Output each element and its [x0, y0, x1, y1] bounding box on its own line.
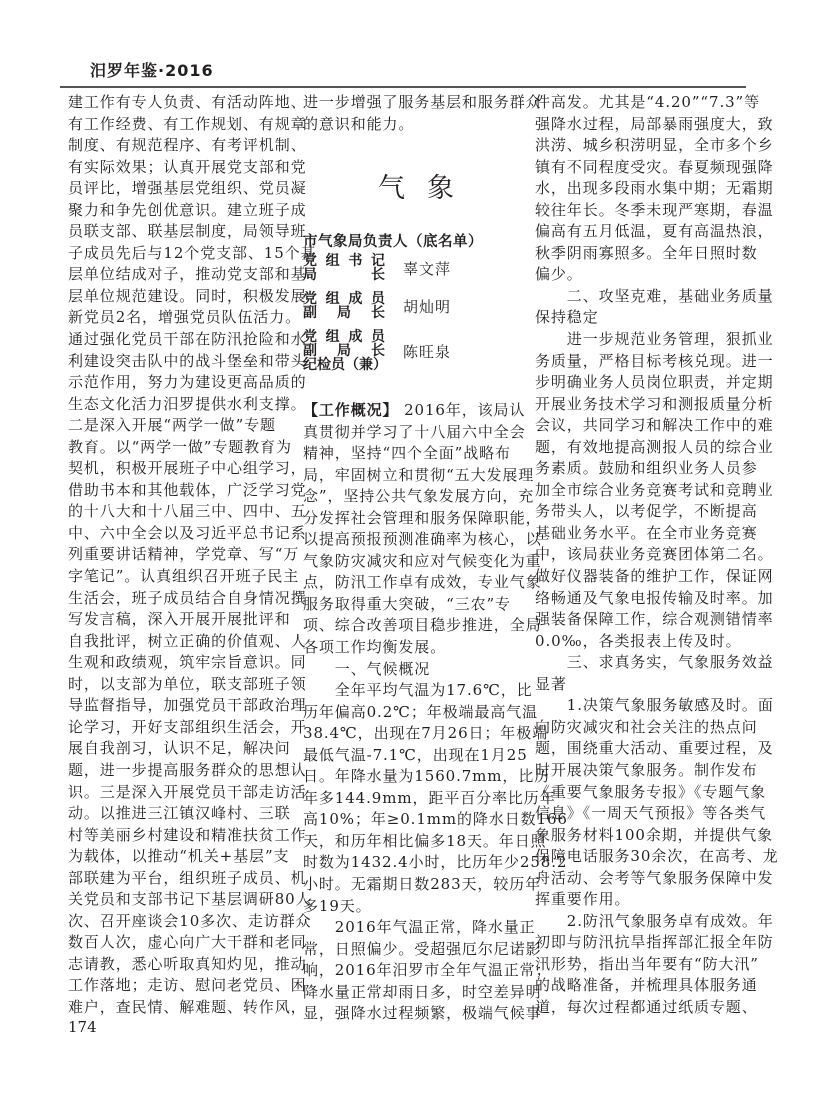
text-line: 做好仪器装备的维护工作，保证网: [535, 567, 774, 586]
text-line: 全年平均气温为17.6℃，比: [303, 681, 533, 700]
text-line: 自我批评，树立正确的价值观、人: [68, 631, 307, 650]
text-line: 服务取得重大突破，“三农”专: [303, 594, 511, 613]
text-line: 示范作用，努力为建设更高品质的: [68, 373, 307, 392]
text-line: 加全市综合业务竞赛考试和竞聘业: [535, 480, 774, 499]
text-line: [303, 400, 529, 422]
text-line: 为载体，以推动“机关+基层”支: [68, 847, 290, 866]
text-line: 务素质。鼓励和组织业务人员参: [535, 459, 758, 478]
text-line: 道，每次过程都通过纸质专题、: [535, 997, 758, 1016]
text-line: 有实际效果；认真开展党支部和党: [68, 157, 307, 176]
text-line: 一、气候概况: [303, 659, 431, 678]
text-line: 有工作经费、有工作规划、有规章: [68, 114, 307, 133]
roster-role: 局长: [303, 267, 385, 283]
text-line: 象服务材料100余期，并提供气象: [535, 825, 774, 844]
text-line: 层单位规范建设。同时，积极发展: [68, 286, 307, 305]
text-line: 生观和政绩观，筑牢宗旨意识。同: [68, 653, 307, 672]
text-line: 列重要讲话精神，学党章、写“万: [68, 545, 300, 564]
text-line: 基础业务水平。在全市业务竞赛: [535, 523, 758, 542]
text-line: 建工作有专人负责、有活动阵地、: [68, 93, 307, 111]
text-line: 借助书本和其他载体，广泛学习党: [68, 480, 307, 499]
roster-name: 胡灿明: [403, 297, 452, 316]
roster-role: 党组成员: [303, 291, 385, 307]
text-line: 显著: [535, 674, 567, 693]
text-line: 的战略准备，并梳理具体服务通: [535, 976, 758, 995]
text-line: 的意识和能力。: [303, 114, 415, 133]
text-line: 常，日照偏少。受超强厄尔尼诺影: [303, 939, 542, 958]
section-title: 气象: [378, 173, 476, 204]
text-line: 关党员和支部书记下基层调研80人: [68, 890, 312, 909]
roster-name: 辜文萍: [403, 259, 452, 278]
text-line: 务质量，严格目标考核兑现。进一: [535, 351, 774, 370]
text-line: 动。以推进三江镇汉峰村、三联: [68, 804, 291, 823]
text-line: 络畅通及气象电报传输及时率。加: [535, 588, 774, 607]
text-line: 响，2016年汨罗市全年气温正常；: [303, 961, 552, 980]
text-line: 员评比，增强基层党组织、党员凝: [68, 179, 307, 198]
text-line: 生活会，班子成员结合自身情况撰: [68, 588, 307, 607]
roster-entry: [303, 330, 451, 372]
text-line: 秋季阴雨寡照多。全年日照时数: [535, 243, 758, 262]
text-line: 务带头人，以考促学，不断提高: [535, 502, 758, 521]
text-line: 利建设突击队中的战斗堡垒和带头: [68, 351, 307, 370]
text-line: 件高发。尤其是“4.20”“7.3”等: [535, 93, 761, 111]
roster-name: 陈旺泉: [403, 342, 452, 361]
text-line: 开展业务技术学习和测报质量分析: [535, 394, 774, 413]
text-line: 精神，坚持“四个全面”战略布: [303, 444, 511, 463]
text-line: 子成员先后与12个党支部、15个基: [68, 243, 317, 262]
text-line: 制度、有规范程序、有考评机制、: [68, 136, 307, 155]
text-line: 高10%；年≥0.1mm的降水日数166: [303, 810, 568, 829]
text-line: 层单位结成对子，推动党支部和基: [68, 265, 307, 284]
text-line: 会议，共同学习和解决工作中的难: [535, 416, 774, 435]
text-line: 二、攻坚克难，基础业务质量: [535, 286, 774, 305]
text-line: 水，出现多段雨水集中期；无霜期: [535, 179, 774, 198]
text-line: 小时。无霜期日数283天，较历年: [303, 875, 542, 894]
text-line: 字笔记”。认真组织召开班子民主: [68, 567, 300, 586]
text-line: 进一步增强了服务基层和服务群众: [303, 93, 542, 111]
text-line: 写发言稿，深入开展开展批评和: [68, 610, 291, 629]
text-line: 题，有效地提高测报人员的综合业: [535, 437, 774, 456]
text-line: 难户，查民情、解难题、转作风，: [68, 997, 307, 1016]
page-number: 174: [68, 1018, 97, 1036]
overview-text: 2016年，该局认: [398, 401, 526, 419]
text-line: 最低气温-7.1℃，出现在1月25: [303, 745, 528, 764]
text-line: 村等美丽乡村建设和精准扶贫工作: [68, 825, 307, 844]
text-line: 题，围绕重大活动、重要过程，及: [535, 739, 774, 758]
text-line: 2.防汛气象服务卓有成效。年: [535, 911, 774, 930]
text-line: 点，防汛工作卓有成效，专业气象: [303, 573, 542, 592]
text-line: 偏高有五月低温，夏有高温热浪，: [535, 222, 774, 241]
roster-roles: [303, 330, 385, 372]
text-line: 识。三是深入开展党员干部走访活: [68, 782, 307, 801]
text-line: 挥重要作用。: [535, 890, 631, 909]
text-line: 部联建为平台，组织班子成员、机: [68, 868, 307, 887]
text-line: 多19天。: [303, 896, 372, 915]
text-line: 进一步规范业务管理，狠抓业: [535, 330, 774, 349]
text-line: 时数为1432.4小时，比历年少258.2: [303, 853, 568, 872]
text-line: 初即与防汛抗旱指挥部汇报全年防: [535, 933, 774, 952]
text-line: 二是深入开展“两学一做”专题: [68, 416, 276, 435]
text-line: 教育。以“两学一做”专题教育为: [68, 437, 292, 456]
text-line: 员联支部、联基层制度，局领导班: [68, 222, 307, 241]
text-line: 通过强化党员干部在防汛抢险和水: [68, 330, 307, 349]
text-line: 强降水过程，局部暴雨强度大，致: [535, 114, 774, 133]
text-line: 信息》《一周天气预报》等各类气: [535, 804, 767, 823]
text-line: 2016年气温正常，降水量正: [303, 918, 536, 937]
text-line: 1.决策气象服务敏感及时。面: [535, 696, 774, 715]
text-line: 真贯彻并学习了十八届六中全会: [303, 422, 526, 441]
text-line: 天，和历年相比偏多18天。年日照: [303, 831, 547, 850]
text-line: 向防灾减灾和社会关注的热点问: [535, 717, 758, 736]
text-line: 较往年长。冬季未现严寒期，春温: [535, 200, 774, 219]
roster-role: 纪检员（兼）: [303, 357, 387, 373]
roster-roles: [303, 254, 385, 282]
text-line: 显，强降水过程频繁，极端气候事: [303, 1004, 542, 1023]
text-line: 论学习，开好支部组织生活会，开: [68, 717, 307, 736]
text-line: 展自我剖习，认识不足，解决问: [68, 739, 291, 758]
text-line: 时，以支部为单位，联支部班子领: [68, 674, 307, 693]
text-line: 汛形势，指出当年要有“防大汛”: [535, 954, 759, 973]
text-line: 以提高预报预测准确率为核心，以: [303, 530, 542, 549]
roster-entry: [303, 254, 451, 282]
text-line: 38.4℃，出现在7月26日；年极端: [303, 724, 549, 743]
roster-heading: 市气象局负责人（底名单）: [303, 234, 483, 250]
roster-list: [303, 254, 451, 382]
roster-role: 副局长: [303, 343, 385, 359]
text-line: 中、六中全会以及习近平总书记系: [68, 523, 307, 542]
text-line: 三、求真务实，气象服务效益: [535, 653, 774, 672]
text-line: 《重要气象服务专报》《专题气象: [535, 782, 767, 801]
header-rule: [60, 86, 746, 88]
text-line: 次、召开座谈会10多次、走访群众: [68, 911, 312, 930]
text-line: 导监督指导，加强党员干部政治理: [68, 696, 307, 715]
text-line: 降水量正常却雨日多，时空差异明: [303, 982, 542, 1001]
text-line: 时开展决策气象服务。制作发布: [535, 760, 758, 779]
column-2-intro: [303, 92, 542, 135]
text-line: 步明确业务人员岗位职责，并定期: [535, 373, 774, 392]
roster-role: 党组成员: [303, 329, 385, 345]
text-line: 洪涝、城乡积涝明显，全市多个乡: [535, 136, 774, 155]
text-line: 工作落地；走访、慰问老党员、困: [68, 976, 307, 995]
text-line: 舟活动、会考等气象服务保障中发: [535, 868, 774, 887]
roster-role: 党组书记: [303, 253, 385, 269]
overview-label: 【工作概况】: [303, 401, 399, 419]
text-line: 年多144.9mm，距平百分率比历年: [303, 788, 556, 807]
running-header: 汨罗年鉴·2016: [90, 61, 214, 80]
text-line: 生态文化活力汨罗提供水利支撑。: [68, 394, 307, 413]
text-line: 保持稳定: [535, 308, 599, 327]
text-line: 契机，积极开展班子中心组学习，: [68, 459, 307, 478]
text-line: 念”，坚持公共气象发展方向，充: [303, 487, 535, 506]
text-line: 局，牢固树立和贯彻“五大发展理: [303, 465, 535, 484]
text-line: 强装备保障工作，综合观测错情率: [535, 610, 774, 629]
text-line: 新党员2名，增强党员队伍活力。: [68, 308, 302, 327]
text-line: 历年偏高0.2℃；年极端最高气温: [303, 702, 539, 721]
text-line: 中，该局获业务竞赛团体第二名。: [535, 545, 774, 564]
text-line: 日。年降水量为1560.7mm，比历: [303, 767, 551, 786]
roster-roles: [303, 292, 385, 320]
text-line: 偏少。: [535, 265, 583, 284]
column-1: [68, 92, 317, 1019]
text-line: 项、综合改善项目稳步推进，全局: [303, 616, 542, 635]
column-3: [535, 92, 779, 1019]
text-line: 0.0‰，各类报表上传及时。: [535, 631, 742, 650]
text-line: 分发挥社会管理和服务保障职能，: [303, 508, 542, 527]
text-line: 的十八大和十八届三中、四中、五: [68, 502, 307, 521]
text-line: 气象防灾减灾和应对气候变化为重: [303, 551, 542, 570]
text-line: 数百人次，虚心向广大干群和老同: [68, 933, 307, 952]
text-line: 聚力和争先创优意识。建立班子成: [68, 200, 307, 219]
text-line: 镇有不同程度受灾。春夏频现强降: [535, 157, 774, 176]
roster-entry: [303, 292, 451, 320]
text-line: 志请教，悉心听取真知灼见，推动: [68, 954, 307, 973]
text-line: 各项工作均衡发展。: [303, 638, 447, 657]
text-line: 题，进一步提高服务群众的思想认: [68, 760, 307, 779]
text-line: 保障电话服务30余次，在高考、龙: [535, 847, 779, 866]
roster-role: 副局长: [303, 305, 385, 321]
